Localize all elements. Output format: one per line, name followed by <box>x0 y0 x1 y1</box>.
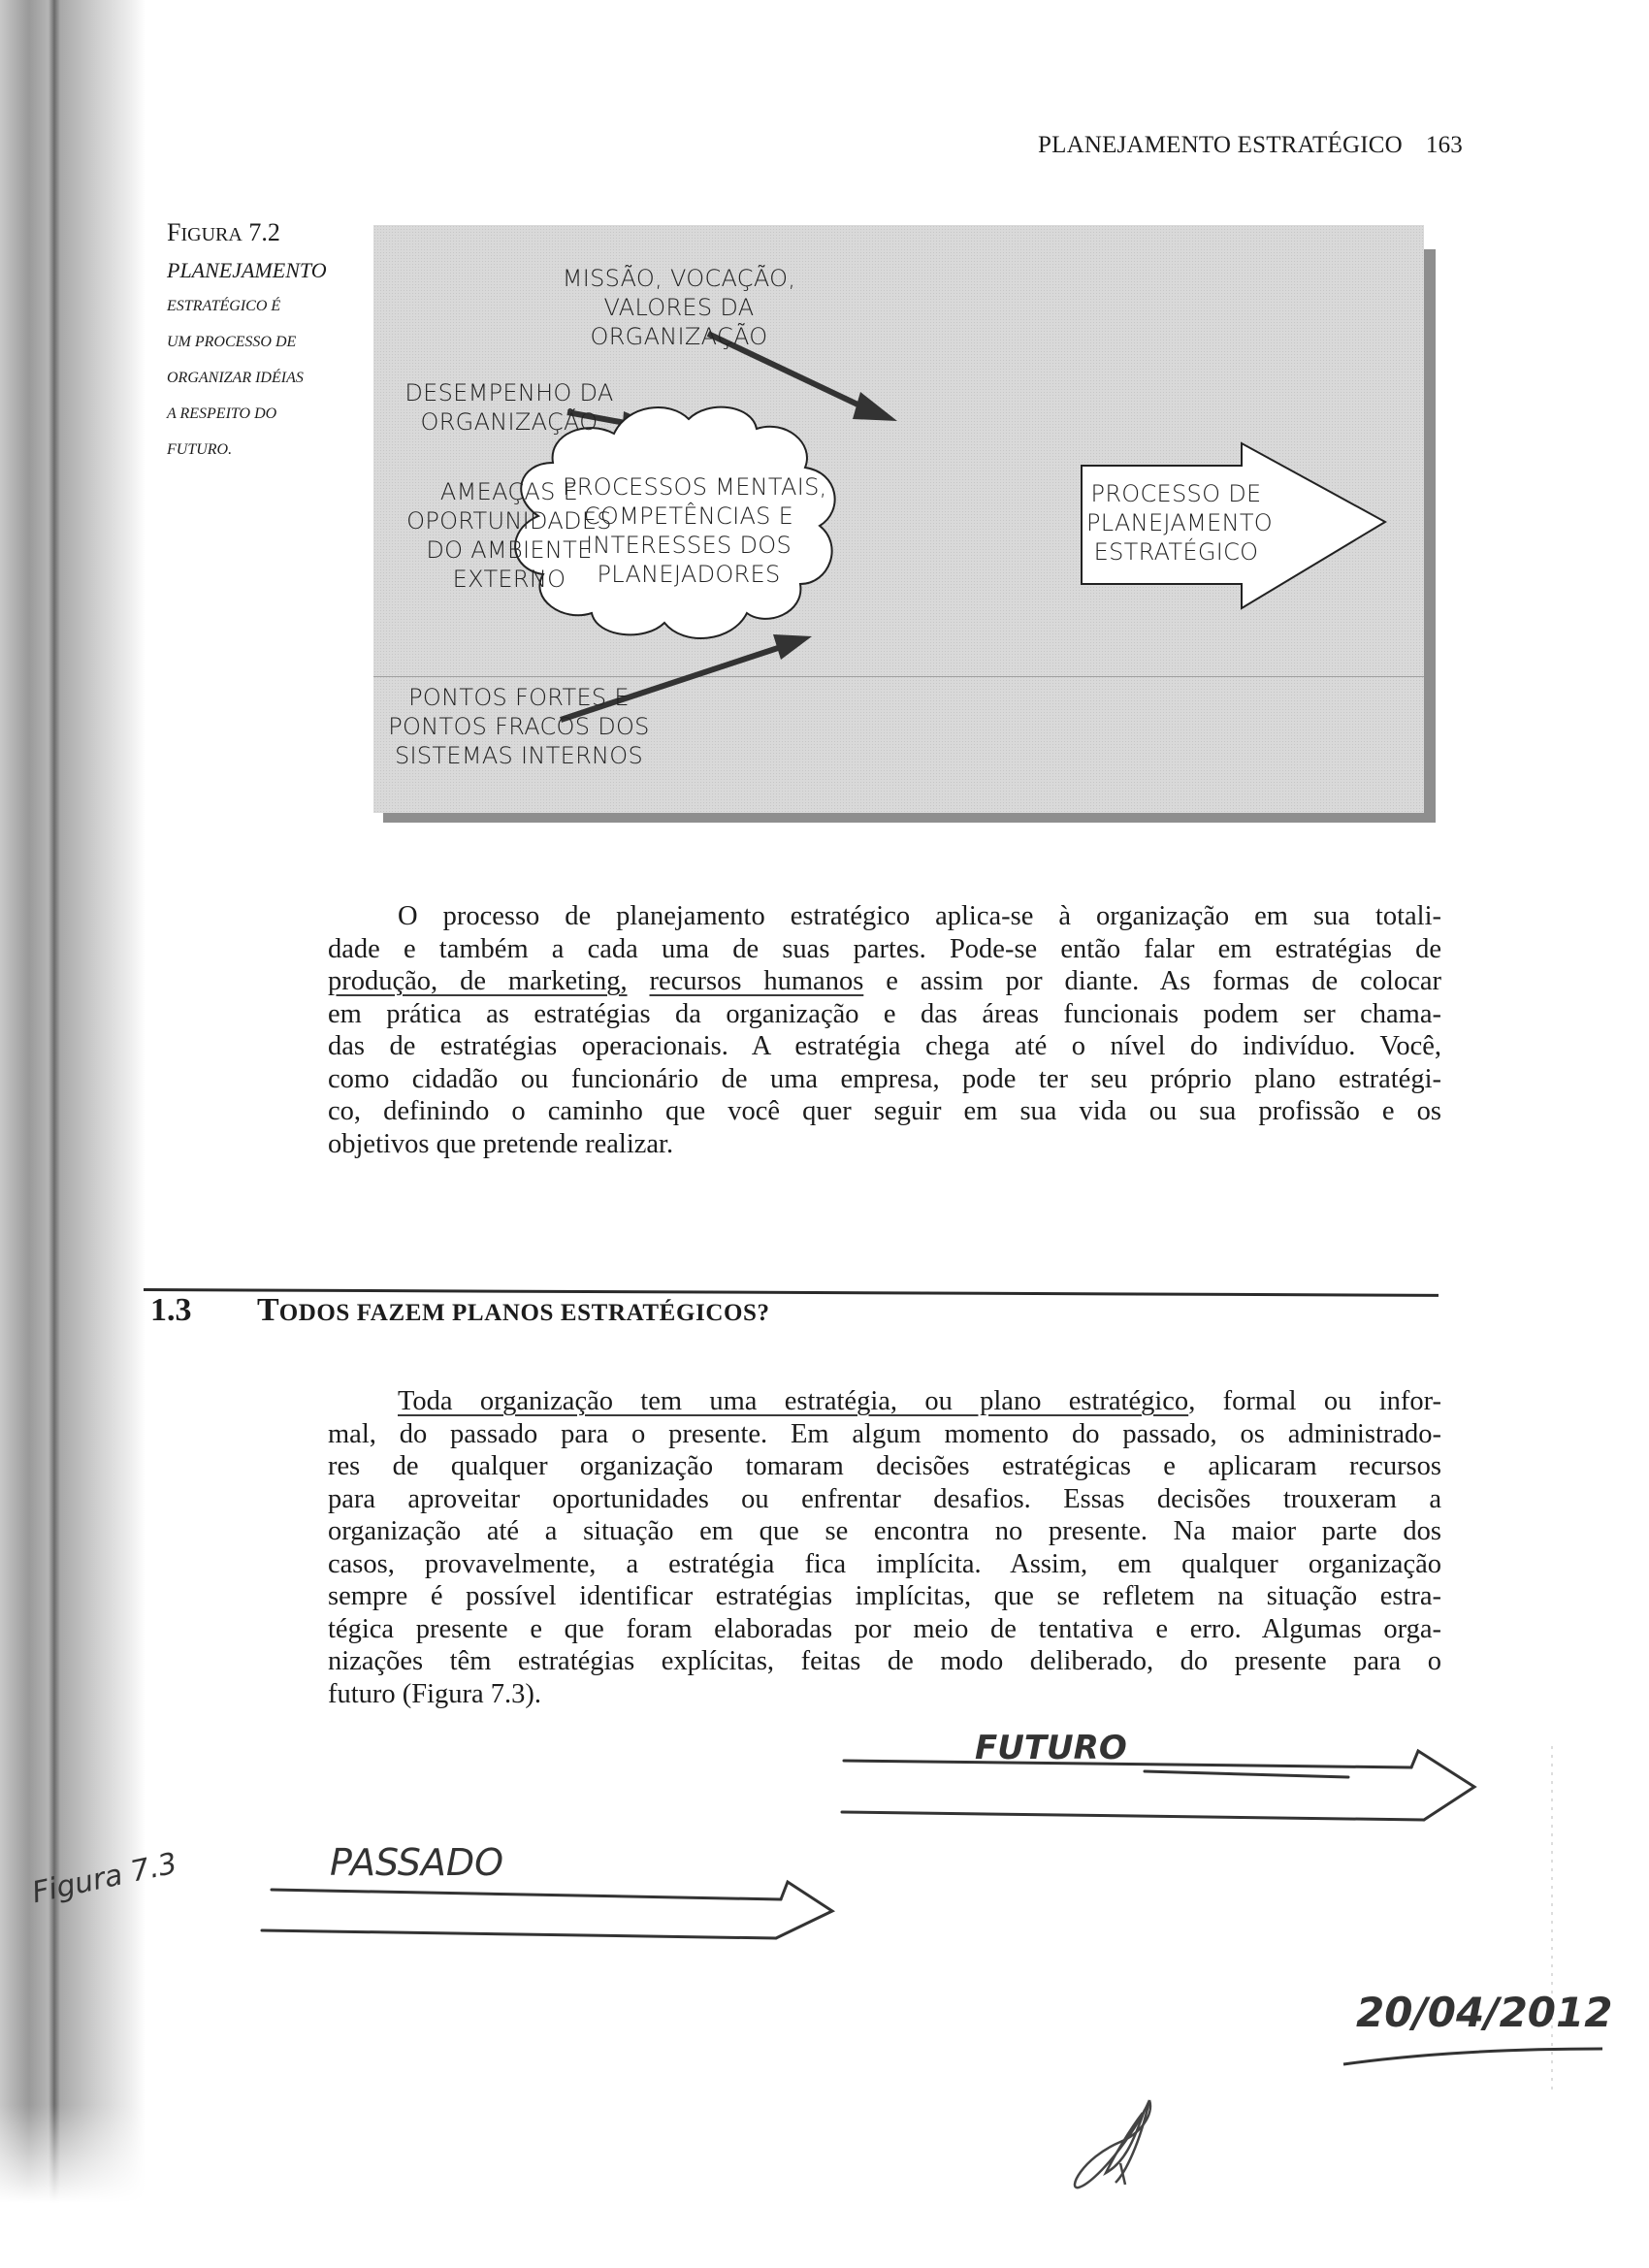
caption-line: ORGANIZAR IDÉIAS <box>167 370 304 386</box>
text-line: tégica presente e que foram elaboradas por meio de tentativa e erro. Algumas orga- <box>328 1613 1441 1644</box>
caption-line: FUTURO. <box>167 441 233 458</box>
text-line: res de qualquer organização tomaram decisões estratégicas e aplicaram recursos <box>328 1451 1441 1481</box>
section-title-rest: ODOS FAZEM PLANOS ESTRATÉGICOS? <box>278 1300 770 1326</box>
text-line: organização até a situação em que se encontra no presente. Na maior parte dos <box>328 1516 1441 1546</box>
handwritten-futuro: FUTURO <box>975 1729 1127 1767</box>
signature-scribble <box>1075 2100 1150 2187</box>
caption-line: ESTRATÉGICO É <box>167 298 281 314</box>
caption-line: UM PROCESSO DE <box>167 334 297 350</box>
input-desempenho: DESEMPENHO DA ORGANIZAÇÃO <box>404 379 614 436</box>
underlined-text: Toda organização tem uma estratégia, ou plano estratégico <box>398 1386 1189 1416</box>
text-line: dade e também a cada uma de suas partes. Pode-se então falar em estratégias de <box>328 933 1441 964</box>
text-line-underlined: produção, de marketing, recursos humanos e assim por diante. As formas de colocar <box>328 966 1441 996</box>
handwritten-figura-note: Figura 7.3 <box>29 1846 180 1911</box>
text-line: mal, do passado para o presente. Em algum momento do passado, os administrado- <box>328 1418 1441 1449</box>
figure-label: FIGURA 7.2 <box>167 218 280 246</box>
text-line: para aproveitar oportunidades ou enfrentar desafios. Essas decisões trouxeram a <box>328 1483 1441 1514</box>
passado-arrow-drawing <box>262 1882 832 1938</box>
cloud-text: PROCESSOS MENTAIS, COMPETÊNCIAS E INTERESSES DOS PLANEJADORES <box>563 473 827 588</box>
page-number: 163 <box>1425 132 1463 158</box>
underlined-text: recursos humanos <box>649 966 864 996</box>
text-line: como cidadão ou funcionário de uma empresa, pode ter seu próprio plano estratégi- <box>328 1063 1441 1094</box>
input-missao: MISSÃO, VOCAÇÃO, VALORES DA ORGANIZAÇÃO <box>562 265 796 350</box>
caption-line: A RESPEITO DO <box>167 405 277 422</box>
input-ameacas: AMEAÇAS E OPORTUNIDADES DO AMBIENTE EXTERNO <box>406 478 612 593</box>
section-title-initial: T <box>257 1292 279 1328</box>
text-line-underlined: Toda organização tem uma estratégia, ou plano estratégico, formal ou infor- <box>398 1386 1441 1416</box>
futuro-arrow-drawing <box>842 1751 1474 1820</box>
handwritten-date: 20/04/2012 <box>1356 1989 1613 2036</box>
handwritten-passado: PASSADO <box>330 1841 504 1884</box>
text-line: das de estratégias operacionais. A estratégia chega até o nível do indivíduo. Você, <box>328 1031 1441 1061</box>
caption-line: PLANEJAMENTO <box>167 258 327 282</box>
text-line: objetivos que pretende realizar. <box>328 1128 674 1159</box>
text-line: co, definindo o caminho que você quer seguir em sua vida ou sua profissão e os <box>328 1096 1441 1126</box>
text-line: casos, provavelmente, a estratégia fica implícita. Assim, em qualquer organização <box>328 1548 1441 1579</box>
text-line: nizações têm estratégias explícitas, feitas de modo deliberado, do presente para o <box>328 1646 1441 1676</box>
text-line: futuro (Figura 7.3). <box>328 1678 542 1709</box>
date-underline <box>1343 2049 1602 2064</box>
text-line: sempre é possível identificar estratégias implícitas, que se refletem na situação estra- <box>328 1581 1441 1611</box>
underlined-text: produção, de marketing, <box>328 966 628 996</box>
input-pontos: PONTOS FORTES E PONTOS FRACOS DOS SISTEMAS INTERNOS <box>388 684 650 769</box>
text-line: O processo de planejamento estratégico aplica-se à organização em sua totali- <box>398 901 1441 931</box>
output-text: PROCESSO DE PLANEJAMENTO ESTRATÉGICO <box>1086 480 1273 566</box>
section-number: 1.3 <box>150 1292 192 1328</box>
running-head-title: PLANEJAMENTO ESTRATÉGICO <box>1038 132 1403 158</box>
text-line: em prática as estratégias da organização e das áreas funcionais podem ser chama- <box>328 998 1441 1029</box>
